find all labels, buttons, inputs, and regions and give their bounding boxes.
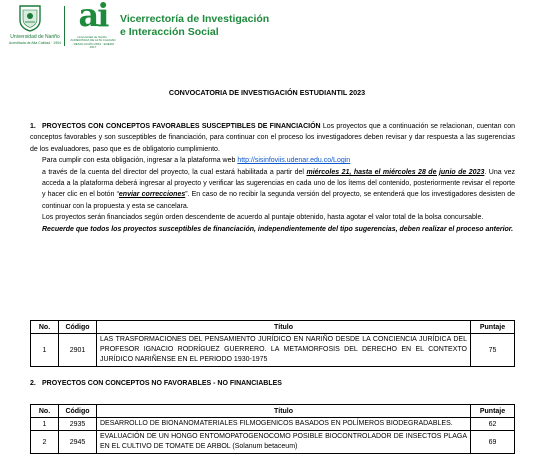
column-header-title: Título <box>97 321 471 334</box>
row-title: DESARROLLO DE BIONANOMATERIALES FILMOGENICOS BASADOS EN POLÍMEROS BIODEGRADABLES. <box>97 418 471 431</box>
non-favorable-projects-table <box>30 404 515 454</box>
section-2-number: 2. <box>30 380 36 387</box>
paragraph-3-text-cont: . Una vez acceda a la plataforma deberá ingresar al proyecto y verificar las sugerencias en cada uno de los ítems del contenido, posteriormente revisar el reporte y hacer clic en el botón “ <box>42 168 515 199</box>
table-header-row <box>31 405 515 418</box>
udenar-logo <box>6 4 62 48</box>
favorable-projects-table <box>30 320 515 367</box>
accreditation-logo <box>70 2 116 50</box>
ai-logo-caption: Universidad de Nariño · ACREDITADA DE ALTA CALIDAD · RESOLUCIÓN 2654 · ENERO 2017 <box>70 35 116 50</box>
row-score: 75 <box>471 334 515 367</box>
row-code: 2945 <box>59 431 97 454</box>
udenar-subtitle: Acreditada de Alta Calidad · 1904 <box>8 41 62 45</box>
column-header-score: Puntaje <box>471 405 515 418</box>
paragraph-3-text-end: ”. En caso de no recibir la segunda versión del proyecto, se entenderá que los investigadores desisten de continuar con la propuesta y esta se cancelara. <box>42 191 516 210</box>
table-row <box>31 431 515 454</box>
letterhead <box>0 0 534 52</box>
section-1-reminder: Recuerde que todos los proyectos susceptibles de financiación, independientemente del tipo sugerencias, deben realizar el proceso anterior. <box>42 225 514 233</box>
section-1-paragraph-4: Los proyectos serán financiados según orden descendente de acuerdo al puntaje obtenido, hasta agotar el valor total de la bolsa concursable. <box>42 214 484 222</box>
table-header-row <box>31 321 515 334</box>
row-score: 69 <box>471 431 515 454</box>
section-1-heading: PROYECTOS CON CONCEPTOS FAVORABLES SUSCEPTIBLES DE FINANCIACIÓN <box>42 123 321 130</box>
table-row <box>31 418 515 431</box>
udenar-name: Universidad de Nariño <box>10 34 60 40</box>
vri-title <box>120 13 269 39</box>
document-title: CONVOCATORIA DE INVESTIGACIÓN ESTUDIANTIL 2023 <box>168 88 366 97</box>
section-1-number: 1. <box>30 123 36 130</box>
section-2-heading: PROYECTOS CON CONCEPTOS NO FAVORABLES - NO FINANCIABLES <box>42 380 282 387</box>
paragraph-3-text: a través de la cuenta del director del proyecto, la cual estará habilitada a partir del <box>42 168 307 176</box>
row-no: 2 <box>31 431 59 454</box>
column-header-code: Código <box>59 405 97 418</box>
availability-dates: miércoles 21, hasta el miércoles 28 de junio de 2023 <box>306 168 485 176</box>
ai-logo-mark: ai <box>78 0 108 34</box>
column-header-score: Puntaje <box>471 321 515 334</box>
section-2 <box>30 378 515 389</box>
header-divider <box>64 6 65 46</box>
section-1-paragraph-3 <box>30 167 515 213</box>
paragraph-2-text: Para cumplir con esta obligación, ingresar a la plataforma web <box>42 157 238 165</box>
row-code: 2901 <box>59 334 97 367</box>
section-1-intro <box>30 121 515 155</box>
section-1-paragraph-1: Los proyectos que a continuación se relacionan, cuentan con conceptos favorables y son susceptibles de financiación, para continuar con el proceso los investigadores deben revisar y dar respuesta a las sugerencias de los evaluadores, paso que es de obligatorio cumplimiento. <box>30 123 515 153</box>
column-header-no: No. <box>31 405 59 418</box>
platform-link[interactable]: http://sisinfoviis.udenar.edu.co/Login <box>237 157 351 165</box>
section-1 <box>30 121 515 235</box>
column-header-title: Título <box>97 405 471 418</box>
row-code: 2935 <box>59 418 97 431</box>
row-no: 1 <box>31 334 59 367</box>
udenar-seal-icon <box>18 4 42 32</box>
row-score: 62 <box>471 418 515 431</box>
column-header-code: Código <box>59 321 97 334</box>
row-title: EVALUACIÓN DE UN HONGO ENTOMOPATOGENOCOMO POSIBLE BIOCONTROLADOR DE INSECTOS PLAGA EN EL CULTIVO DE TOMATE DE ARBOL (Solanum betaceum) <box>97 431 471 454</box>
row-title: LAS TRASFORMACIONES DEL PENSAMIENTO JURÍDICO EN NARIÑO DESDE LA CONCIENCIA JURÍDICA DEL PROFESOR IGNACIO RODRÍGUEZ GUERRERO. LA METAMORFOSIS DEL DERECHO EN EL CONTEXTO JURÍDICO NARIÑENSE EN EL PERIODO 1930-1975 <box>97 334 471 367</box>
section-1-paragraph-2 <box>30 155 515 166</box>
submit-corrections-label: enviar correcciones <box>118 191 186 199</box>
vri-title-line2: e Interacción Social <box>120 26 219 38</box>
column-header-no: No. <box>31 321 59 334</box>
table-row <box>31 334 515 367</box>
vri-title-line1: Vicerrectoría de Investigación <box>120 13 270 25</box>
row-no: 1 <box>31 418 59 431</box>
